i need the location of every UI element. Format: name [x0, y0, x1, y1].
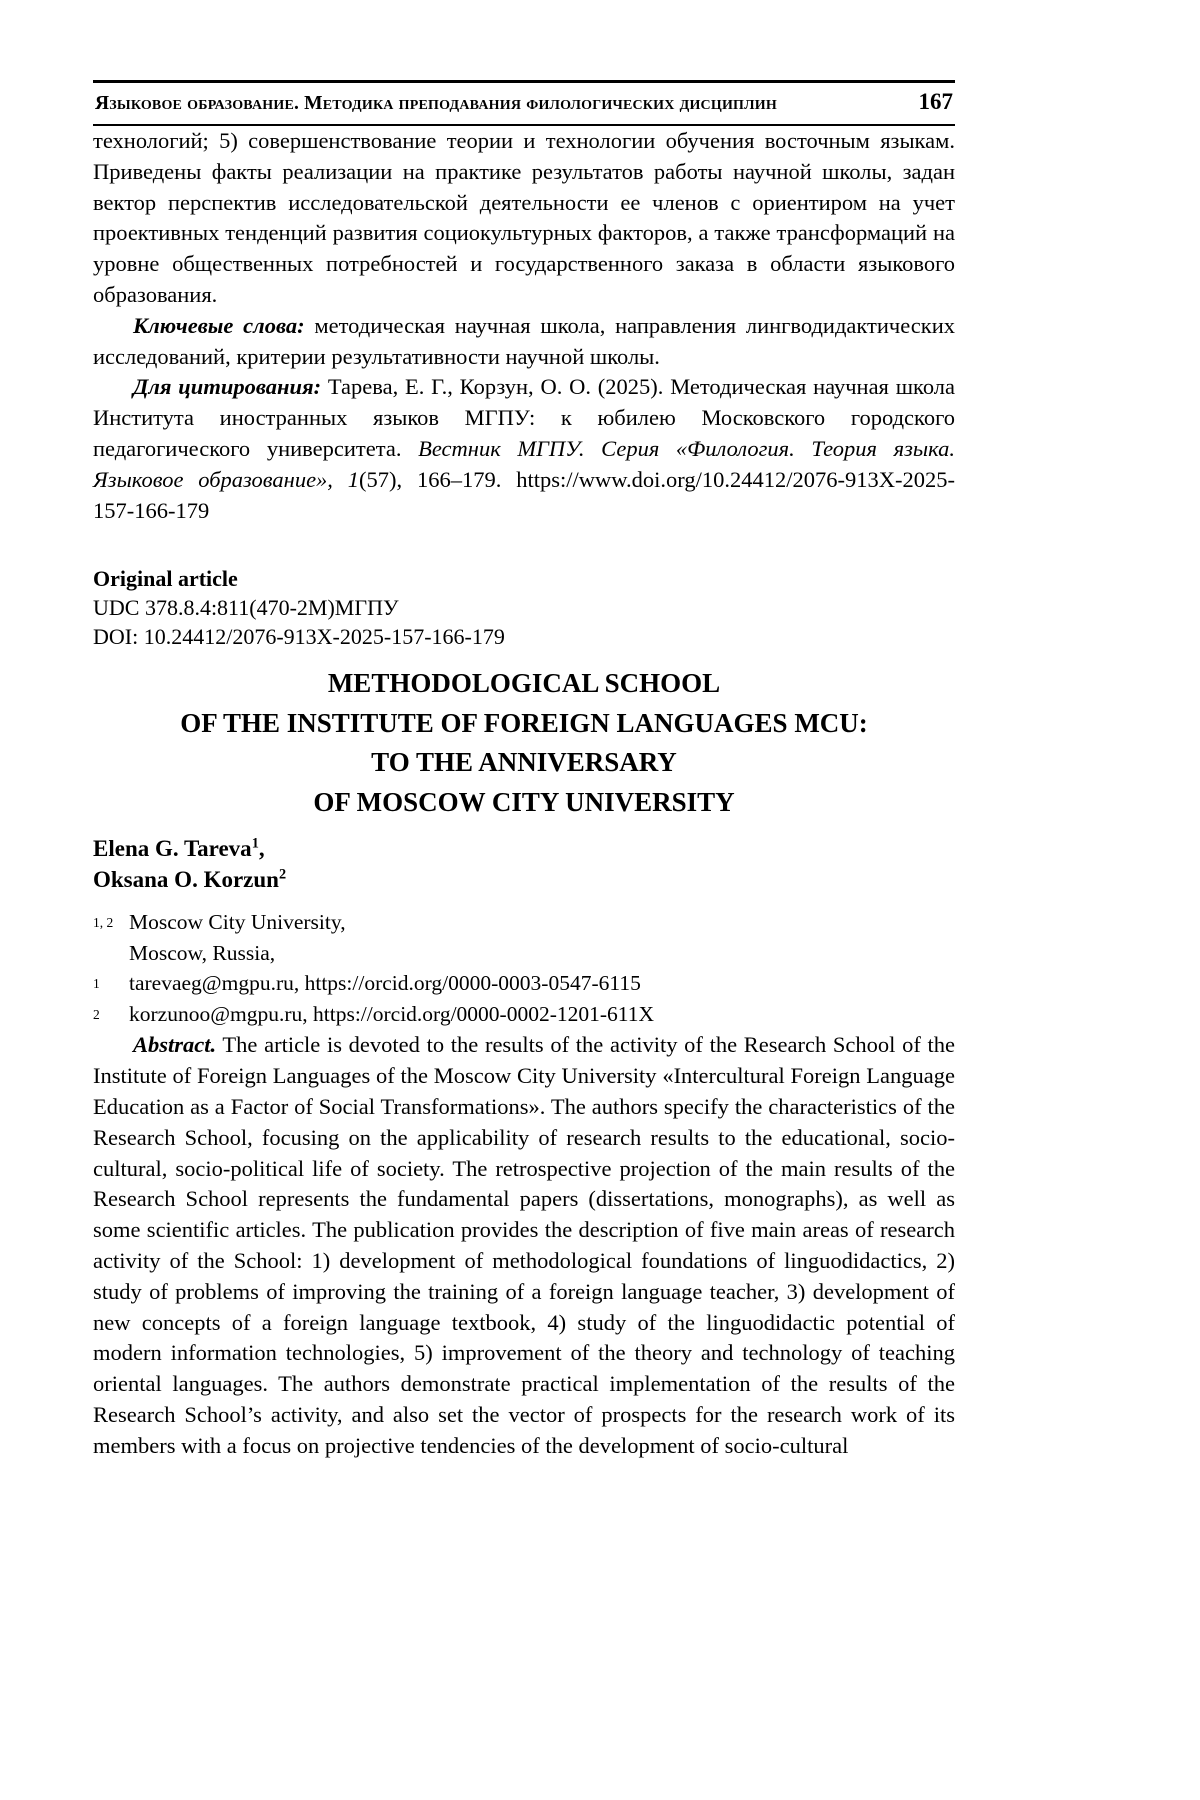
- article-meta: [93, 564, 955, 651]
- page-number: 167: [918, 89, 953, 114]
- affiliation-row: [93, 938, 955, 968]
- author-name: Oksana O. Korzun: [93, 866, 279, 892]
- affiliation-text: Moscow City University,: [129, 910, 346, 935]
- annotation-paragraph: [93, 126, 955, 311]
- affiliation-sup: [93, 938, 129, 968]
- affiliation-email: tarevaeg@mgpu.ru, https://orcid.org/0000-0003-0547-6115: [129, 971, 641, 996]
- running-header: [93, 80, 955, 126]
- citation-paragraph: [93, 372, 955, 526]
- affiliation-text: Moscow, Russia,: [129, 941, 276, 966]
- affiliation-sup: 1: [93, 976, 100, 992]
- author-line: [93, 834, 955, 865]
- keywords-text: методическая научная школа, направления лингводидактических исследований, критерии результативности научной школы.: [93, 312, 955, 369]
- keywords-label: Ключевые слова:: [133, 312, 305, 338]
- affiliation-sup: 1, 2: [93, 915, 114, 931]
- affiliation-row: [93, 907, 955, 938]
- article-title-line: METHODOLOGICAL SCHOOL: [327, 668, 721, 699]
- keywords-paragraph: [93, 311, 955, 373]
- author-after: ,: [258, 836, 265, 862]
- citation-label: Для цитирования:: [133, 374, 322, 400]
- abstract-paragraph: [93, 1030, 955, 1461]
- citation-journal-italic: Вестник МГПУ. Серия «Филология. Теория языка. Языковое образование», 1: [93, 435, 955, 492]
- abstract-text: The article is devoted to the results of the activity of the Research School of the Institute of Foreign Languages of the Moscow City University «Intercultural Foreign Language Education as a Factor of Social Transformations». The authors specify the characteristics of the Research School, focusing on the applicability of research results to the educational, socio-cultural, socio-political life of society. The retrospective projection of the main results of the Research School represents the fundamental papers (dissertations, monographs), as well as some scientific articles. The publication provides the description of five main areas of research activity of the School: 1) development of methodological foundations of linguodidactics, 2) study of problems of improving the training of a foreign language teacher, 3) development of new concepts of a foreign language textbook, 4) study of the linguodidactic potential of modern information technologies, 5) improvement of the theory and technology of teaching oriental languages. The authors demonstrate practical implementation of the results of the Research School’s activity, and also set the vector of prospects for the research work of its members with a focus on projective tendencies of the development of socio-cultural: [93, 1032, 955, 1458]
- author-name: Elena G. Tareva: [93, 836, 252, 862]
- abstract-label: Abstract.: [133, 1032, 217, 1058]
- affiliations-block: [93, 907, 955, 1030]
- page-content: [93, 80, 955, 1462]
- article-type-label: Original article: [93, 566, 238, 592]
- author-sup: 2: [278, 866, 287, 883]
- udc-line: UDC 378.8.4:811(470-2М)МГПУ: [93, 595, 399, 621]
- article-title-line: OF MOSCOW CITY UNIVERSITY: [313, 786, 735, 817]
- annotation-text: технологий; 5) совершенствование теории и технологии обучения восточным языкам. Приведены факты реализации на практике результатов работы научной школы, задан вектор перспектив исследовательской деятельности ее членов с ориентиром на учет проективных тенденций развития социокультурных факторов, а также трансформаций на уровне общественных потребностей и государственного заказа в области языкового образования.: [93, 128, 955, 307]
- doi-line: DOI: 10.24412/2076-913X-2025-157-166-179: [93, 624, 505, 650]
- author-sup: 1: [251, 835, 259, 852]
- article-title: [93, 664, 955, 822]
- page-body: [93, 126, 955, 1462]
- affiliation-email: korzunoo@mgpu.ru, https://orcid.org/0000-0002-1201-611X: [129, 1002, 654, 1027]
- citation-text-1: Тарева, Е. Г., Корзун, О. О. (2025). Методическая научная школа Института иностранных языков МГПУ: к юбилею Московского городского педагогического университета.: [93, 374, 955, 461]
- journal-section-title: Языковое образование. Методика преподавания филологических дисциплин: [95, 93, 777, 114]
- author-line: [93, 865, 955, 896]
- article-title-line: OF THE INSTITUTE OF FOREIGN LANGUAGES MCU:: [180, 707, 868, 738]
- article-title-line: TO THE ANNIVERSARY: [371, 747, 677, 778]
- authors-block: [93, 834, 955, 895]
- citation-text-2: (57), 166–179. https://www.doi.org/10.24412/2076-913X-2025-157-166-179: [93, 466, 955, 523]
- affiliation-row: [93, 999, 955, 1030]
- affiliation-row: [93, 968, 955, 999]
- affiliation-sup: 2: [93, 1007, 100, 1023]
